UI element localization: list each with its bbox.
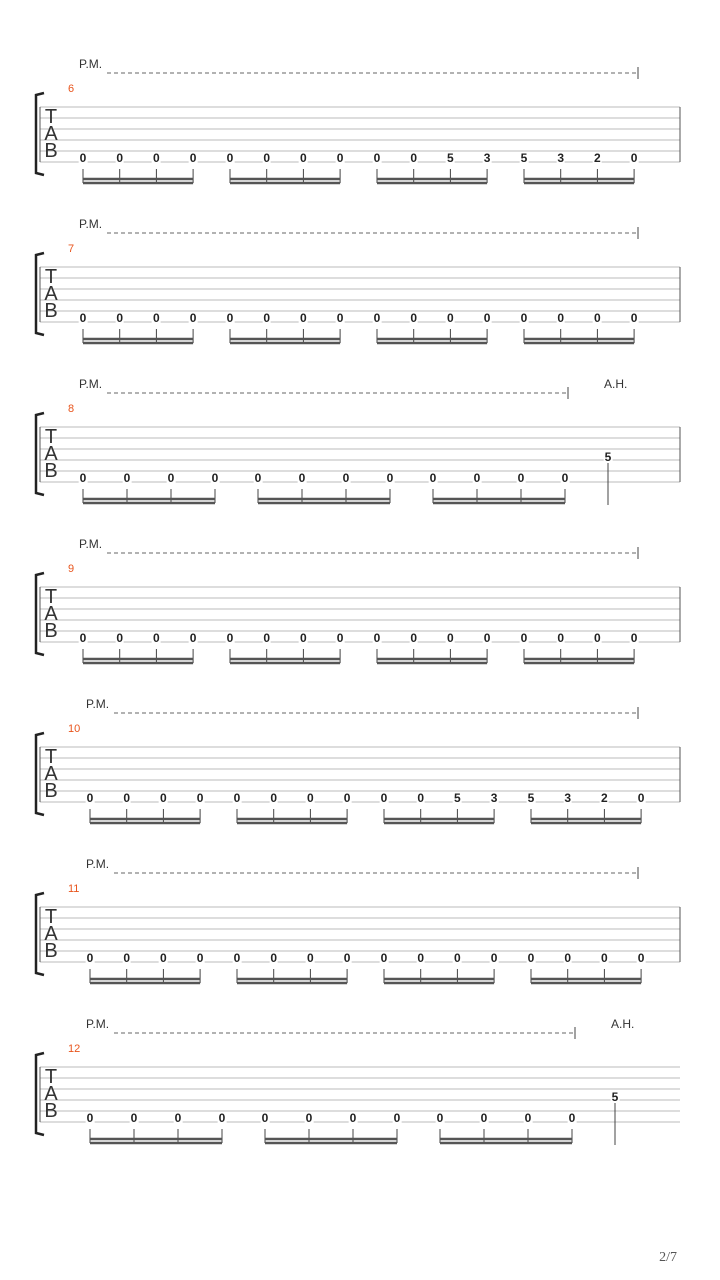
fret-number: 0: [305, 1111, 313, 1125]
fret-number: 0: [594, 631, 601, 645]
fret-number: 0: [218, 1111, 226, 1125]
tab-clef-letter: A: [44, 603, 58, 625]
fret-number: 0: [300, 151, 307, 165]
harmonic-fret-number: 5: [611, 1090, 619, 1104]
fret-number: 0: [637, 951, 645, 965]
tab-clef-letter: B: [44, 1100, 58, 1122]
tab-staff: [0, 217, 720, 377]
fret-number: 0: [393, 1111, 401, 1125]
fret-number: 0: [630, 151, 638, 165]
fret-number: 0: [123, 951, 131, 965]
fret-number: 0: [483, 631, 491, 645]
palm-mute-label: P.M.: [79, 377, 103, 391]
tab-clef-letter: T: [44, 266, 58, 288]
fret-number: 0: [233, 791, 241, 805]
fret-number: 0: [429, 471, 437, 485]
fret-number: 0: [160, 951, 167, 965]
fret-number: 0: [336, 311, 344, 325]
fret-number: 0: [160, 791, 167, 805]
fret-number: 0: [79, 311, 87, 325]
fret-number: 0: [189, 151, 197, 165]
tab-clef-letter: B: [44, 780, 58, 802]
fret-number: 0: [336, 631, 344, 645]
palm-mute-label: P.M.: [79, 217, 103, 231]
fret-number: 0: [130, 1111, 138, 1125]
artificial-harmonic-label: A.H.: [604, 377, 628, 391]
tab-clef-letter: A: [44, 923, 58, 945]
fret-number: 5: [520, 151, 528, 165]
tab-clef-letter: A: [44, 1083, 58, 1105]
tab-system: [0, 537, 720, 697]
fret-number: 0: [447, 631, 454, 645]
fret-number: 0: [436, 1111, 444, 1125]
fret-number: 0: [79, 471, 87, 485]
tab-clef-letter: A: [44, 123, 58, 145]
measure-number: 7: [68, 243, 75, 255]
tab-clef-letter: A: [44, 283, 58, 305]
fret-number: 0: [410, 631, 418, 645]
fret-number: 0: [637, 791, 645, 805]
measure-number: 9: [68, 563, 75, 575]
fret-number: 0: [270, 791, 278, 805]
palm-mute-label: P.M.: [86, 697, 110, 711]
fret-number: 0: [153, 311, 160, 325]
fret-number: 0: [189, 631, 197, 645]
fret-number: 5: [447, 151, 454, 165]
fret-number: 0: [349, 1111, 357, 1125]
tab-system: [0, 217, 720, 377]
fret-number: 0: [380, 791, 388, 805]
fret-number: 0: [483, 311, 491, 325]
fret-number: 0: [79, 151, 87, 165]
fret-number: 0: [123, 791, 131, 805]
fret-number: 2: [594, 151, 601, 165]
fret-number: 0: [270, 951, 278, 965]
fret-number: 0: [300, 631, 307, 645]
measure-number: 12: [68, 1043, 81, 1055]
fret-number: 0: [196, 951, 204, 965]
fret-number: 0: [527, 951, 535, 965]
fret-number: 0: [517, 471, 525, 485]
tab-clef-letter: T: [44, 586, 58, 608]
fret-number: 0: [211, 471, 219, 485]
fret-number: 0: [86, 951, 94, 965]
fret-number: 0: [86, 1111, 94, 1125]
fret-number: 0: [561, 471, 569, 485]
fret-number: 0: [454, 951, 461, 965]
tab-system: [0, 857, 720, 1017]
measure-number: 11: [68, 883, 80, 895]
fret-number: 0: [557, 631, 565, 645]
fret-number: 3: [490, 791, 498, 805]
palm-mute-label: P.M.: [79, 537, 103, 551]
tab-clef-letter: A: [44, 443, 58, 465]
fret-number: 0: [417, 951, 425, 965]
fret-number: 0: [116, 631, 124, 645]
palm-mute-label: P.M.: [79, 57, 103, 71]
fret-number: 0: [307, 951, 314, 965]
fret-number: 3: [564, 791, 572, 805]
fret-number: 0: [342, 471, 350, 485]
fret-number: 0: [386, 471, 394, 485]
fret-number: 5: [527, 791, 535, 805]
fret-number: 0: [298, 471, 306, 485]
fret-number: 0: [226, 311, 234, 325]
fret-number: 0: [123, 471, 131, 485]
fret-number: 0: [189, 311, 197, 325]
fret-number: 2: [601, 791, 608, 805]
fret-number: 0: [564, 951, 572, 965]
fret-number: 3: [483, 151, 491, 165]
tab-clef-letter: T: [44, 106, 58, 128]
fret-number: 0: [153, 631, 160, 645]
fret-number: 0: [343, 951, 351, 965]
fret-number: 0: [336, 151, 344, 165]
fret-number: 0: [473, 471, 481, 485]
measure-number: 6: [68, 83, 75, 95]
artificial-harmonic-label: A.H.: [611, 1017, 635, 1031]
fret-number: 0: [568, 1111, 576, 1125]
fret-number: 0: [263, 151, 271, 165]
fret-number: 0: [524, 1111, 532, 1125]
fret-number: 0: [167, 471, 175, 485]
fret-number: 5: [454, 791, 461, 805]
fret-number: 0: [380, 951, 388, 965]
palm-mute-label: P.M.: [86, 857, 110, 871]
fret-number: 3: [557, 151, 565, 165]
tab-system: [0, 377, 720, 537]
tab-clef-letter: B: [44, 940, 58, 962]
fret-number: 0: [343, 791, 351, 805]
fret-number: 0: [226, 151, 234, 165]
fret-number: 0: [594, 311, 601, 325]
fret-number: 0: [557, 311, 565, 325]
tab-clef-letter: T: [44, 906, 58, 928]
fret-number: 0: [174, 1111, 182, 1125]
fret-number: 0: [261, 1111, 269, 1125]
tab-system: [0, 697, 720, 857]
fret-number: 0: [490, 951, 498, 965]
fret-number: 0: [116, 151, 124, 165]
fret-number: 0: [410, 151, 418, 165]
fret-number: 0: [373, 311, 381, 325]
fret-number: 0: [153, 151, 160, 165]
fret-number: 0: [254, 471, 262, 485]
tab-clef-letter: B: [44, 140, 58, 162]
fret-number: 0: [300, 311, 307, 325]
fret-number: 0: [373, 631, 381, 645]
fret-number: 0: [373, 151, 381, 165]
fret-number: 0: [263, 311, 271, 325]
fret-number: 0: [79, 631, 87, 645]
fret-number: 0: [307, 791, 314, 805]
tab-clef-letter: B: [44, 300, 58, 322]
fret-number: 0: [86, 791, 94, 805]
fret-number: 0: [480, 1111, 488, 1125]
tab-clef-letter: B: [44, 460, 58, 482]
tab-clef-letter: T: [44, 1066, 58, 1088]
harmonic-fret-number: 5: [604, 450, 612, 464]
fret-number: 0: [520, 631, 528, 645]
tab-system: [0, 1017, 720, 1177]
fret-number: 0: [601, 951, 608, 965]
tab-clef-letter: A: [44, 763, 58, 785]
fret-number: 0: [410, 311, 418, 325]
fret-number: 0: [116, 311, 124, 325]
tab-clef-letter: B: [44, 620, 58, 642]
fret-number: 0: [520, 311, 528, 325]
fret-number: 0: [233, 951, 241, 965]
measure-number: 10: [68, 723, 81, 735]
palm-mute-label: P.M.: [86, 1017, 110, 1031]
fret-number: 0: [196, 791, 204, 805]
fret-number: 0: [630, 631, 638, 645]
page-number: 2/7: [659, 1250, 677, 1265]
fret-number: 0: [417, 791, 425, 805]
tab-clef-letter: T: [44, 426, 58, 448]
tab-staff: [0, 857, 720, 1017]
fret-number: 0: [630, 311, 638, 325]
tab-staff: [0, 697, 720, 857]
fret-number: 0: [447, 311, 454, 325]
tab-staff: [0, 537, 720, 697]
fret-number: 0: [226, 631, 234, 645]
tab-clef-letter: T: [44, 746, 58, 768]
tab-staff: [0, 57, 720, 217]
tab-system: [0, 57, 720, 217]
fret-number: 0: [263, 631, 271, 645]
measure-number: 8: [68, 403, 75, 415]
